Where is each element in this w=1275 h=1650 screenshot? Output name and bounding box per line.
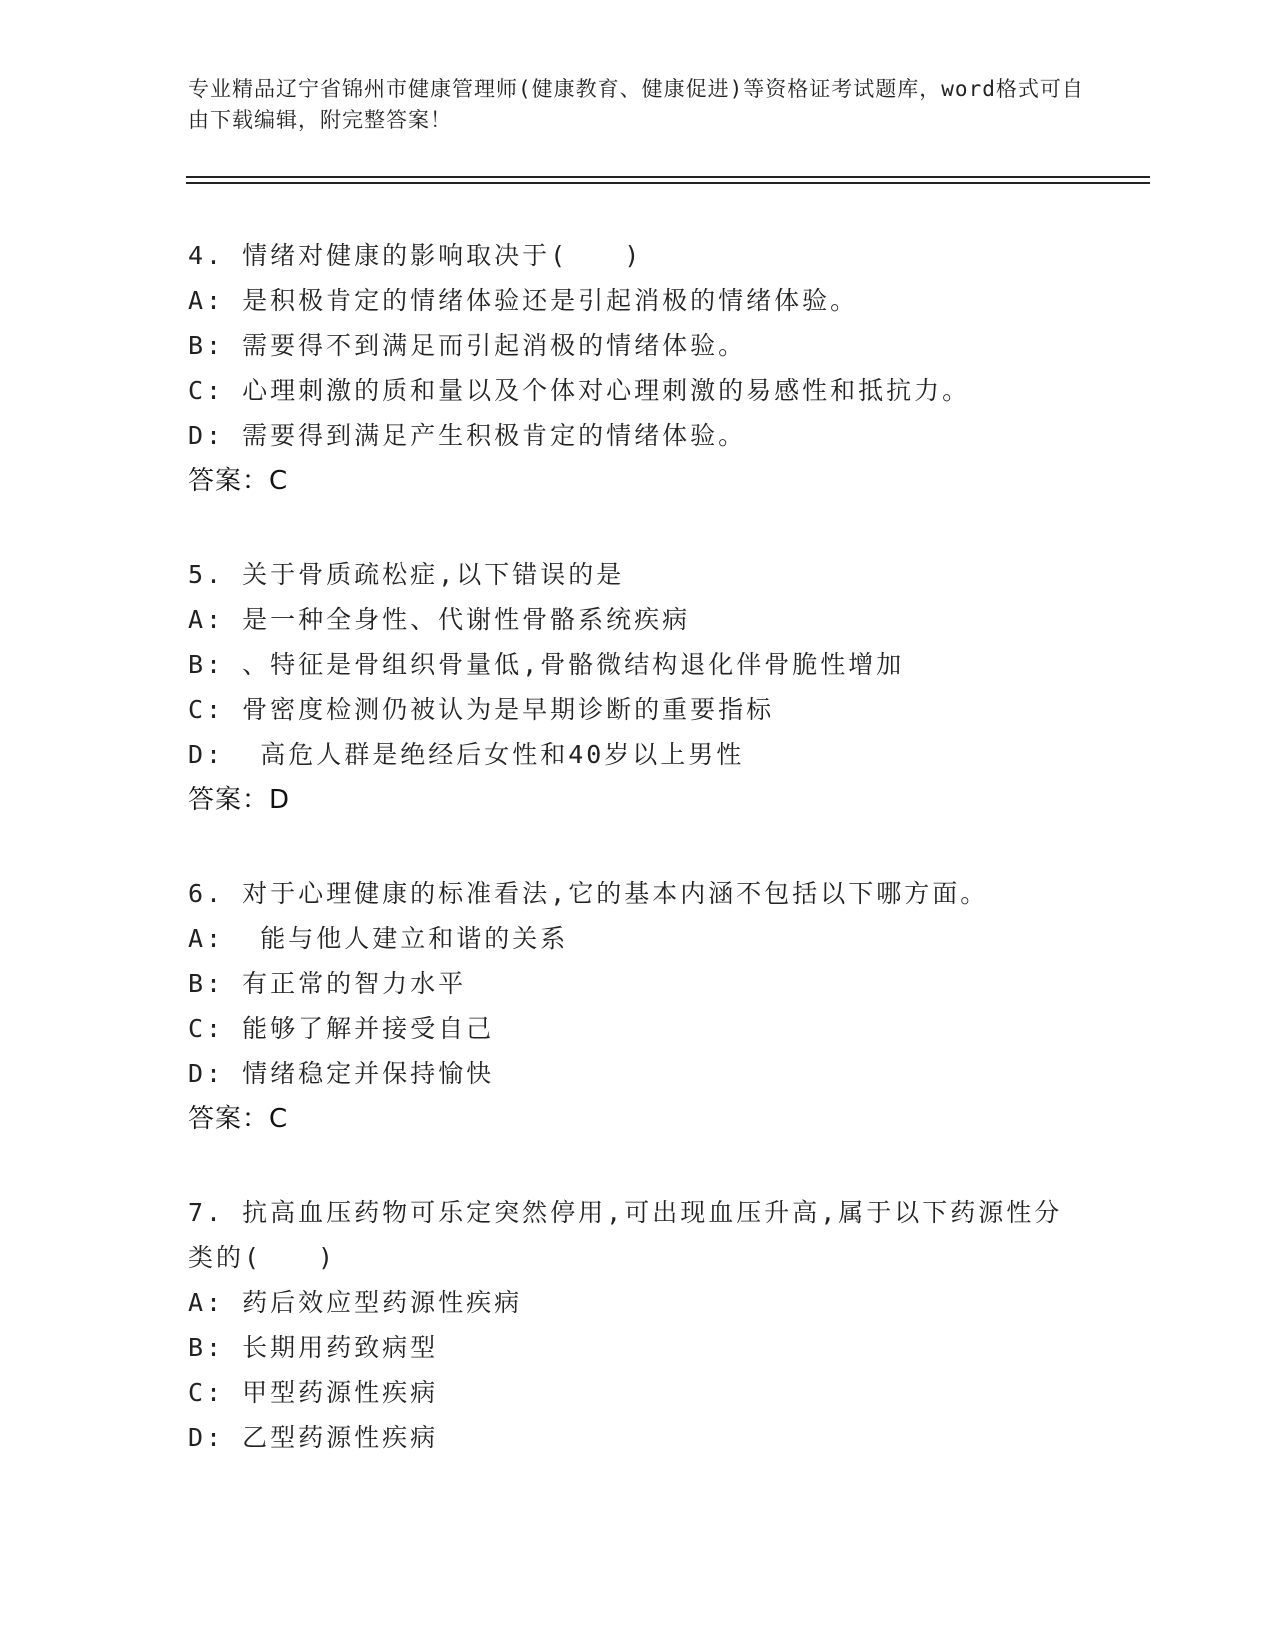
option-c: C: 甲型药源性疾病 bbox=[188, 1378, 439, 1407]
option-c: C: 能够了解并接受自己 bbox=[188, 1014, 495, 1043]
option-d: D: 乙型药源性疾病 bbox=[188, 1423, 439, 1452]
option-c: C: 心理刺激的质和量以及个体对心理刺激的易感性和抵抗力。 bbox=[188, 376, 971, 405]
option-b: B: 长期用药致病型 bbox=[188, 1333, 439, 1362]
question-4 bbox=[188, 240, 1088, 497]
question-5 bbox=[188, 559, 1088, 816]
option-a: A: 能与他人建立和谐的关系 bbox=[188, 924, 569, 953]
option-b: B: 需要得不到满足而引起消极的情绪体验。 bbox=[188, 331, 747, 360]
question-6 bbox=[188, 878, 1088, 1135]
answer-label: 答案：D bbox=[188, 785, 291, 815]
option-c: C: 骨密度检测仍被认为是早期诊断的重要指标 bbox=[188, 695, 775, 724]
option-d: D: 高危人群是绝经后女性和40岁以上男性 bbox=[188, 740, 745, 769]
option-b: B: 、特征是骨组织骨量低,骨骼微结构退化伴骨脆性增加 bbox=[188, 650, 905, 679]
answer-label: 答案：C bbox=[188, 1104, 289, 1134]
header-rule-top bbox=[186, 176, 1150, 178]
question-stem: 6. 对于心理健康的标准看法,它的基本内涵不包括以下哪方面。 bbox=[188, 879, 989, 908]
question-stem: 4. 情绪对健康的影响取决于( ) bbox=[188, 241, 643, 270]
document-header: 专业精品辽宁省锦州市健康管理师(健康教育、健康促进)等资格证考试题库，word格式可自由下载编辑，附完整答案！ bbox=[188, 77, 1084, 132]
option-a: A: 是积极肯定的情绪体验还是引起消极的情绪体验。 bbox=[188, 286, 859, 315]
question-stem: 5. 关于骨质疏松症,以下错误的是 bbox=[188, 560, 625, 589]
header-rule-bottom bbox=[186, 182, 1150, 184]
question-stem-continued: 类的( ) bbox=[188, 1243, 337, 1272]
option-d: D: 情绪稳定并保持愉快 bbox=[188, 1059, 495, 1088]
option-d: D: 需要得到满足产生积极肯定的情绪体验。 bbox=[188, 421, 747, 450]
option-b: B: 有正常的智力水平 bbox=[188, 969, 467, 998]
answer-label: 答案：C bbox=[188, 466, 289, 496]
question-stem: 7. 抗高血压药物可乐定突然停用,可出现血压升高,属于以下药源性分 bbox=[188, 1198, 1063, 1227]
option-a: A: 是一种全身性、代谢性骨骼系统疾病 bbox=[188, 605, 691, 634]
option-a: A: 药后效应型药源性疾病 bbox=[188, 1288, 523, 1317]
question-7 bbox=[188, 1197, 1088, 1467]
